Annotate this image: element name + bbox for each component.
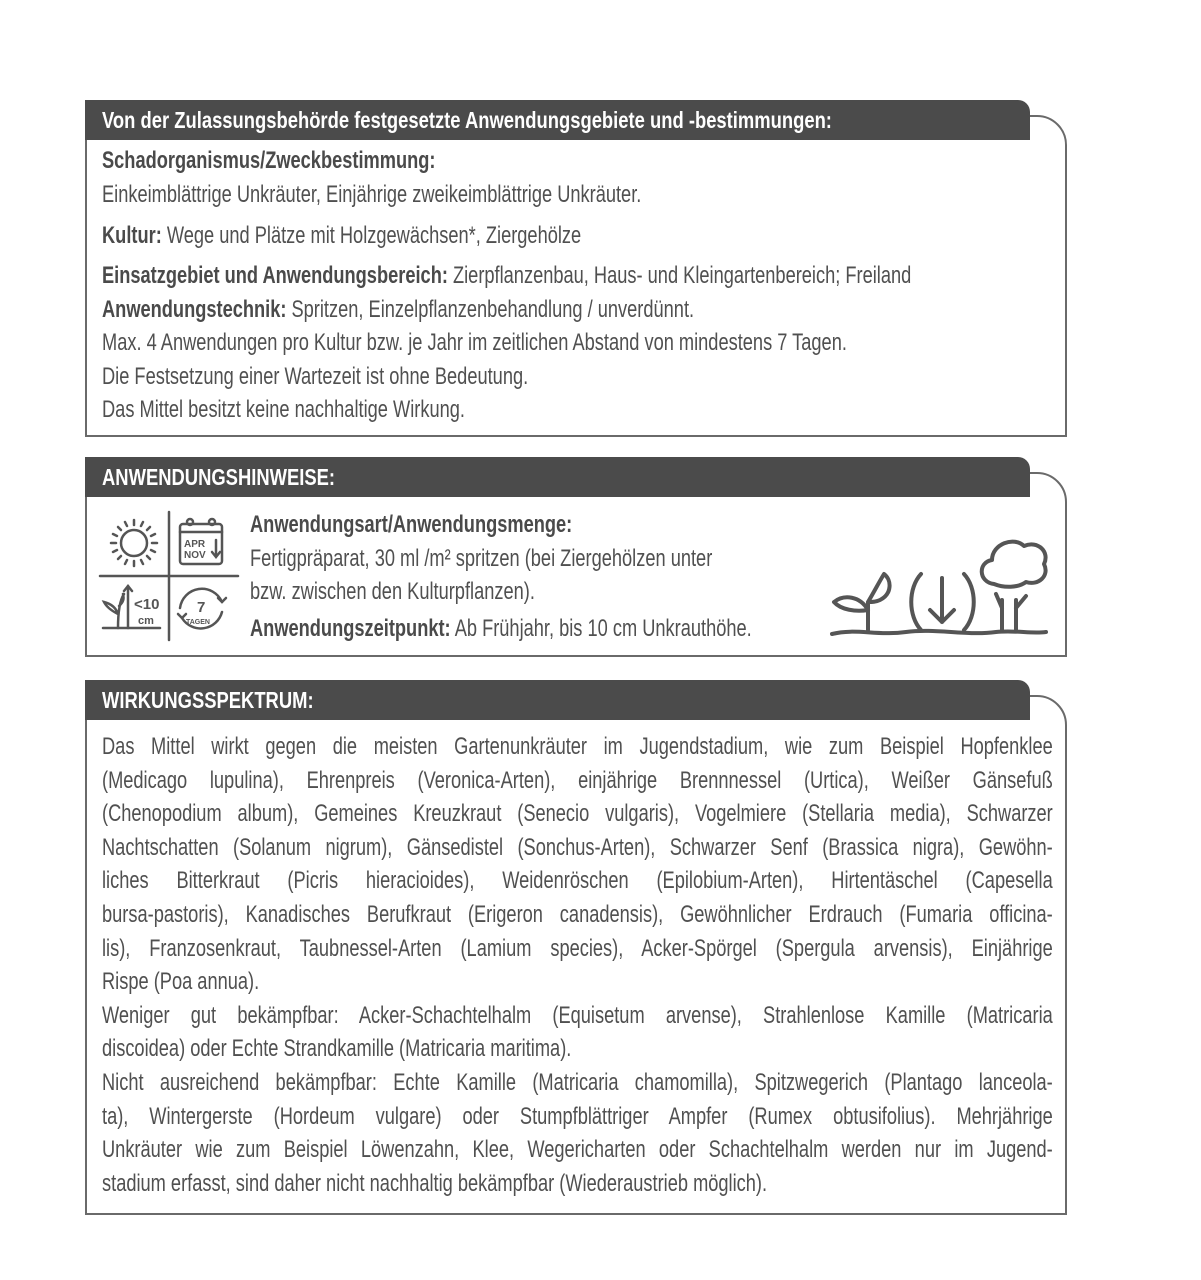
spectrum-line: Das Mittel wirkt gegen die meisten Gartenunkräuter im Jugendstadium, wie zum Beispiel Hopfenklee bbox=[102, 733, 1053, 760]
spectrum-line: bursa-pastoris), Kanadisches Berufkraut (Erigeron canadensis), Gewöhnlicher Erdrauch (Fumaria officina- bbox=[102, 901, 1053, 928]
spectrum-line: (Medicago lupulina), Ehrenpreis (Veronica-Arten), einjährige Brennnessel (Urtica), Weißer Gänsefuß bbox=[102, 766, 1053, 794]
spectrum-line: liches Bitterkraut (Picris hieracioides), Weidenröschen (Epilobium-Arten), Hirtentäschel (Capesella bbox=[102, 867, 1053, 895]
info-line: Das Mittel besitzt keine nachhaltige Wirkung. bbox=[102, 396, 465, 423]
spectrum-line: Unkräuter wie zum Beispiel Löwenzahn, Klee, Wegericharten oder Schachtelhalm werden nur im Jugend- bbox=[102, 1136, 1053, 1164]
anwendungstechnik-line: Anwendungstechnik: Spritzen, Einzelpflanzenbehandlung / unverdünnt. bbox=[102, 296, 695, 323]
sun-icon bbox=[111, 520, 157, 566]
spectrum-line: ta), Wintergerste (Hordeum vulgare) oder Stumpfblättriger Ampfer (Rumex obtusifolius). Mehrjährige bbox=[102, 1102, 1053, 1130]
section-header bbox=[85, 457, 1030, 497]
section-title: WIRKUNGSSPEKTRUM: bbox=[102, 687, 314, 713]
section-header bbox=[85, 680, 1030, 720]
spectrum-line: discoidea) oder Echte Strandkamille (Matricaria maritima). bbox=[102, 1035, 572, 1063]
spectrum-line: Rispe (Poa annua). bbox=[102, 968, 260, 996]
spectrum-line: lis), Franzosenkraut, Taubnessel-Arten (Lamium species), Acker-Spörgel (Spergula arvensis), Einjährige bbox=[102, 934, 1053, 962]
interval-unit-text: TAGEN bbox=[186, 619, 210, 626]
spectrum-line: Nachtschatten (Solanum nigrum), Gänsedistel (Sonchus-Arten), Schwarzer Senf (Brassica nigra), Gewöhn- bbox=[102, 833, 1053, 861]
calendar-top-text: APR bbox=[184, 539, 206, 550]
einsatzgebiet-line: Einsatzgebiet und Anwendungsbereich: Zierpflanzenbau, Haus- und Kleingartenbereich; Freiland bbox=[102, 262, 912, 289]
info-line: Die Festsetzung einer Wartezeit ist ohne Bedeutung. bbox=[102, 363, 529, 390]
anwendungszeitpunkt-line: Anwendungszeitpunkt: Ab Frühjahr, bis 10 cm Unkrauthöhe. bbox=[250, 615, 752, 642]
interval-value-text: 7 bbox=[197, 599, 206, 616]
spectrum-line: Nicht ausreichend bekämpfbar: Echte Kamille (Matricaria chamomilla), Spitzwegerich (Plantago lanceola- bbox=[102, 1069, 1053, 1096]
anwendungsart-line: bzw. zwischen den Kulturpflanzen). bbox=[250, 578, 535, 605]
height-unit-text: cm bbox=[138, 615, 154, 627]
plants-treatment-icon bbox=[826, 522, 1051, 637]
spectrum-line: Weniger gut bekämpfbar: Acker-Schachtelhalm (Equisetum arvense), Strahlenlose Kamille (Matricaria bbox=[102, 1001, 1053, 1029]
anwendungsart-label: Anwendungsart/Anwendungsmenge: bbox=[250, 511, 573, 538]
spectrum-line: stadium erfasst, sind daher nicht nachhaltig bekämpfbar (Wiederaustrieb möglich). bbox=[102, 1169, 768, 1197]
schadorganismus-label: Schadorganismus/Zweckbestimmung: bbox=[102, 147, 436, 174]
spectrum-line: (Chenopodium album), Gemeines Kreuzkraut (Senecio vulgaris), Vogelmiere (Stellaria media), Schwarzer bbox=[102, 800, 1053, 828]
application-icons-grid bbox=[98, 510, 240, 642]
height-value-text: <10 bbox=[134, 596, 160, 613]
schadorganismus-value: Einkeimblättrige Unkräuter, Einjährige zweikeimblättrige Unkräuter. bbox=[102, 181, 642, 208]
info-line: Max. 4 Anwendungen pro Kultur bzw. je Jahr im zeitlichen Abstand von mindestens 7 Tagen. bbox=[102, 329, 847, 356]
anwendungsart-line: Fertigpräparat, 30 ml /m² spritzen (bei Ziergehölzen unter bbox=[250, 545, 713, 572]
kultur-line: Kultur: Wege und Plätze mit Holzgewächsen*, Ziergehölze bbox=[102, 222, 582, 249]
section-header bbox=[85, 100, 1030, 140]
section-title: ANWENDUNGSHINWEISE: bbox=[102, 464, 336, 490]
calendar-bottom-text: NOV bbox=[184, 550, 206, 561]
section-title: Von der Zulassungsbehörde festgesetzte Anwendungsgebiete und -bestimmungen: bbox=[102, 107, 832, 133]
